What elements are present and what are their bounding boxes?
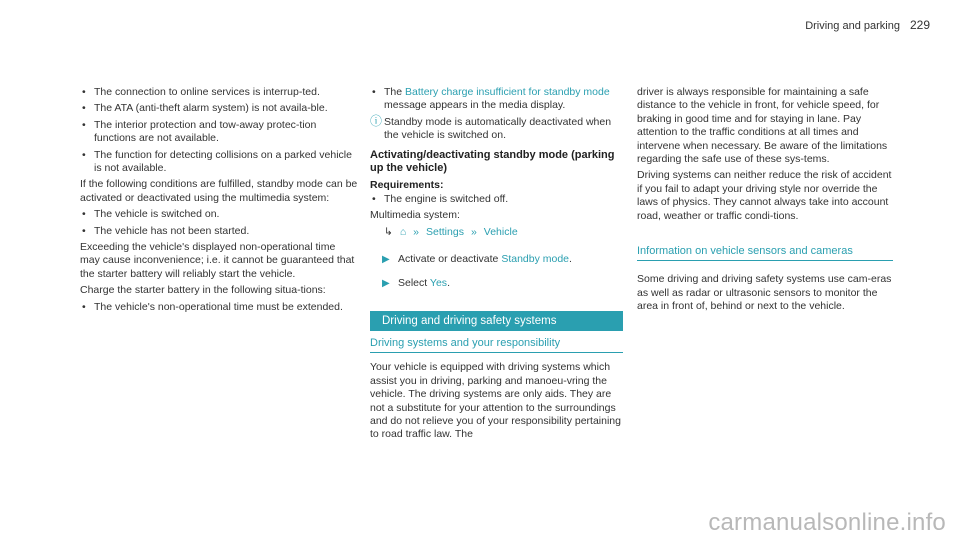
section-title: Driving and parking [805, 20, 900, 32]
step-triangle-icon: ▶ [382, 278, 390, 290]
bullet-icon: • [372, 86, 376, 98]
list-item: • The vehicle is switched on. [82, 208, 220, 221]
list-item: • The engine is switched off. [372, 192, 509, 205]
list-item: • The connection to online services is interrup-ted. [82, 86, 320, 98]
paragraph: Driving systems can neither reduce the risk of accident if you fail to adapt your driving style nor override the laws of physics. They cannot always take into account road, weather or traffic condi-tions. [637, 169, 892, 222]
chapter-banner: Driving and driving safety systems [370, 311, 623, 331]
yes-option: Yes [429, 277, 448, 290]
section-heading: Activating/deactivating standby mode (parking up the vehicle) [370, 148, 615, 175]
paragraph: Exceeding the vehicle's displayed non-operational time may cause inconvenience; i.e. it cannot be guaranteed that the starter battery will reliably start the vehicle. [80, 241, 355, 280]
list-item: • The function for detecting collisions on a parked vehicle is not available. [82, 148, 352, 175]
bullet-icon: • [82, 300, 86, 313]
bullet-list-a [80, 86, 358, 175]
info-note: ⓘ Standby mode is automatically deactivated when the vehicle is switched on. [370, 113, 612, 142]
paragraph: Some driving and driving safety systems use cam-eras as well as radar or ultrasonic sensors to monitor the area in front of, behind or next to the vehicle. [637, 273, 892, 313]
bullet-icon: • [82, 224, 86, 237]
page-number: 229 [909, 18, 930, 32]
step-1: ▶ Activate or deactivate Standby mode. [382, 253, 572, 266]
menu-path [384, 226, 623, 239]
bullet-list-b [80, 208, 358, 238]
multimedia-label: Multimedia system: [370, 209, 460, 222]
standby-mode-option: Standby mode [501, 253, 570, 266]
message-name: Battery charge insufficient for standby mode [405, 86, 610, 98]
list-item: • The vehicle has not been started. [82, 224, 250, 237]
paragraph: Charge the starter battery in the following situa-tions: [80, 284, 326, 297]
list-item: • The ATA (anti-theft alarm system) is not availa-ble. [82, 102, 328, 115]
info-note-icon: ⓘ [370, 113, 383, 128]
list-item: • The interior protection and tow-away protec-tion functions are not available. [82, 118, 317, 145]
paragraph: If the following conditions are fulfilled, standby mode can be activated or deactivated using the multimedia system: [80, 178, 358, 204]
column-2 [370, 86, 623, 445]
bullet-icon: • [82, 86, 86, 98]
bullet-icon: • [82, 148, 86, 161]
requirements-title: Requirements: [370, 179, 444, 192]
message-list [370, 86, 623, 113]
menu-arrow-icon: ↳ [384, 225, 393, 238]
menu-vehicle: Vehicle [483, 225, 518, 238]
bullet-icon: • [82, 208, 86, 221]
page-header [805, 19, 930, 33]
bullet-icon: • [82, 118, 86, 131]
column-1 [80, 86, 358, 317]
bullet-icon: • [82, 102, 86, 115]
menu-settings: Settings [426, 225, 464, 238]
bullet-icon: • [372, 192, 376, 205]
paragraph: driver is always responsible for maintaining a safe distance to the vehicle in front, for vehicle speed, for braking in good time and for staying in lane. Pay attention to the traffic conditions at all times and intervene when necessary. Be aware of the limitations regarding the safe use of these sys-tems. [637, 86, 888, 166]
bullet-list-c [80, 301, 358, 314]
list-item: • The vehicle's non-operational time must be extended. [82, 300, 343, 313]
double-chevron-icon: » [470, 225, 477, 238]
column-3 [637, 86, 893, 317]
subheading: Information on vehicle sensors and cameras [637, 245, 893, 261]
step-2: ▶ Select Yes. [382, 277, 450, 290]
list-item: • The Battery charge insufficient for standby mode message appears in the media display. [372, 86, 610, 112]
requirements-list [370, 193, 623, 206]
home-icon: ⌂ [399, 225, 407, 238]
watermark: carmanualsonline.info [708, 508, 946, 536]
double-chevron-icon: » [413, 225, 419, 238]
step-triangle-icon: ▶ [382, 254, 390, 266]
paragraph: Your vehicle is equipped with driving systems which assist you in driving, parking and manoeu-vring the vehicle. The driving systems are only aids. They are not a substitute for your attention to the surroundings and do not relieve you of your responsibility pertaining to road traffic law. The [370, 361, 621, 441]
subheading: Driving systems and your responsibility [370, 337, 623, 353]
